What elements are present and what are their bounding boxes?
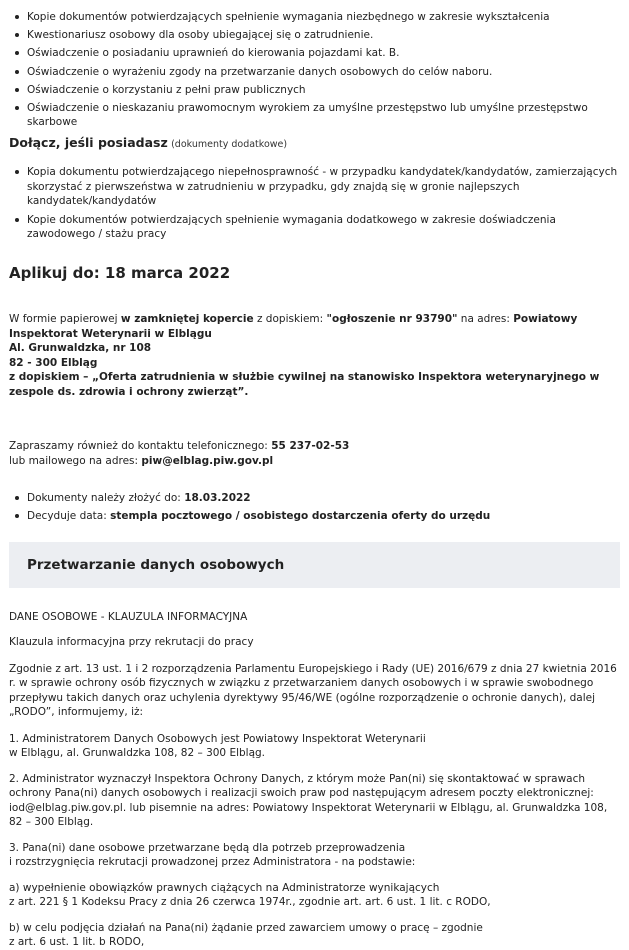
gdpr-point-b-line: b) w celu podjęcia działań na Pana(ni) żądanie przed zawarciem umowy o pracę – zgodnie [9,921,483,934]
submit-date: 18.03.2022 [184,492,251,505]
list-item: Oświadczenie o nieskazaniu prawomocnym wyrokiem za umyślne przestępstwo lub umyślne przestępstwo skarbowe [9,101,620,130]
postal-address-block [9,312,620,399]
list-item [9,491,620,506]
gdpr-intro: Zgodnie z art. 13 ust. 1 i 2 rozporządzenia Parlamentu Europejskiego i Rady (UE) 2016/679 z dnia 27 kwietnia 2016 r. w sprawie ochrony osób fizycznych w związku z przetwarzaniem danych osobowych i w sprawie swobodnego przepływu takich danych oraz uchylenia dyrektywy 95/46/WE (ogólne rozporządzenie o ochronie danych), dalej „RODO”, informujemy, iż: [9,662,617,719]
list-item: Kwestionariusz osobowy dla osoby ubiegającej się o zatrudnienie. [9,28,620,43]
gdpr-point-2: 2. Administrator wyznaczył Inspektora Ochrony Danych, z którym może Pan(ni) się skontaktować w sprawach ochrony Pana(ni) danych osobowych i realizacji swoich praw pod następującym adresem poczty elektronicznej: iod@elblag.piw.gov.pl. lub pisemnie na adres: Powiatowy Inspektorat Weterynarii w Elblągu, al. Grunwaldzka 108, 82 – 300 Elbląg. [9,772,608,829]
optional-heading-note: (dokumenty dodatkowe) [171,138,288,150]
gdpr-point-1-line: w Elblągu, al. Grunwaldzka 108, 82 – 300 Elbląg. [9,747,266,760]
gdpr-subtitle: Klauzula informacyjna przy rekrutacji do pracy [9,636,254,649]
address-to: na adres: [457,313,514,326]
section-title: Przetwarzanie danych osobowych [27,556,285,573]
contact-block [9,439,620,468]
optional-documents-list [9,165,620,241]
gdpr-point-1-line: 1. Administratorem Danych Osobowych jest Powiatowy Inspektorat Weterynarii [9,732,426,745]
list-item: Oświadczenie o posiadaniu uprawnień do kierowania pojazdami kat. B. [9,46,620,61]
address-intro-line [9,312,620,341]
gdpr-point-1 [9,732,620,761]
submission-info-list [9,491,620,524]
office-name: Powiatowy Inspektorat Weterynarii w Elblągu [9,313,578,340]
submit-label: Dokumenty należy złożyć do: [27,492,185,505]
gdpr-point-a [9,881,620,910]
gdpr-point-b-line: z art. 6 ust. 1 lit. b RODO, [9,936,145,949]
optional-documents-heading [9,136,620,153]
annotation-text: "ogłoszenie nr 93790" [326,313,458,326]
envelope-text: w zamkniętej kopercie [120,313,254,326]
envelope-note: z dopiskiem – „Oferta zatrudnienia w służbie cywilnej na stanowisko Inspektora weterynaryjnego w zespole ds. zdrowia i ochrony zwierząt”. [9,371,600,398]
required-documents-list [9,0,620,130]
phone-label: Zapraszamy również do kontaktu telefonicznego: [9,440,272,453]
address-mid: z dopiskiem: [253,313,327,326]
list-item [9,509,620,524]
gdpr-point-3-line: i rozstrzygnięcia rekrutacji prowadzonej przez Administratora - na podstawie: [9,856,416,869]
phone-number[interactable]: 55 237-02-53 [271,440,350,453]
gdpr-point-b [9,921,620,950]
gdpr-point-a-line: z art. 221 § 1 Kodeksu Pracy z dnia 26 czerwca 1974r., zgodnie art. art. 6 ust. 1 lit. c RODO, [9,896,491,909]
address-intro: W formie papierowej [9,313,121,326]
optional-heading-text: Dołącz, jeśli posiadasz [9,134,168,150]
section-banner [9,542,620,588]
list-item: Oświadczenie o wyrażeniu zgody na przetwarzanie danych osobowych do celów naboru. [9,65,620,80]
gdpr-title: DANE OSOBOWE - KLAUZULA INFORMACYJNA [9,610,248,623]
decides-value: stempla pocztowego / osobistego dostarczenia oferty do urzędu [110,510,491,523]
city-address: 82 - 300 Elbląg [9,356,98,369]
street-address: Al. Grunwaldzka, nr 108 [9,342,152,355]
list-item: Kopie dokumentów potwierdzających spełnienie wymagania dodatkowego w zakresie doświadczenia zawodowego / stażu pracy [9,213,620,242]
list-item: Kopie dokumentów potwierdzających spełnienie wymagania niezbędnego w zakresie wykształcenia [9,10,620,25]
gdpr-point-a-line: a) wypełnienie obowiązków prawnych ciążących na Administratorze wynikających [9,881,440,894]
gdpr-point-3 [9,841,620,870]
mail-label: lub mailowego na adres: [9,454,142,467]
gdpr-point-3-line: 3. Pana(ni) dane osobowe przetwarzane będą dla potrzeb przeprowadzenia [9,841,406,854]
list-item: Oświadczenie o korzystaniu z pełni praw publicznych [9,83,620,98]
list-item: Kopia dokumentu potwierdzającego niepełnosprawność - w przypadku kandydatek/kandydatów, zamierzających skorzystać z pierwszeństwa w zatrudnieniu w przypadku, gdy znajdą się w gronie najlepszych kandydatek/kandydatów [9,165,620,209]
apply-deadline-heading: Aplikuj do: 18 marca 2022 [9,263,231,282]
decides-label: Decyduje data: [27,510,111,523]
email-address[interactable]: piw@elblag.piw.gov.pl [141,454,274,467]
